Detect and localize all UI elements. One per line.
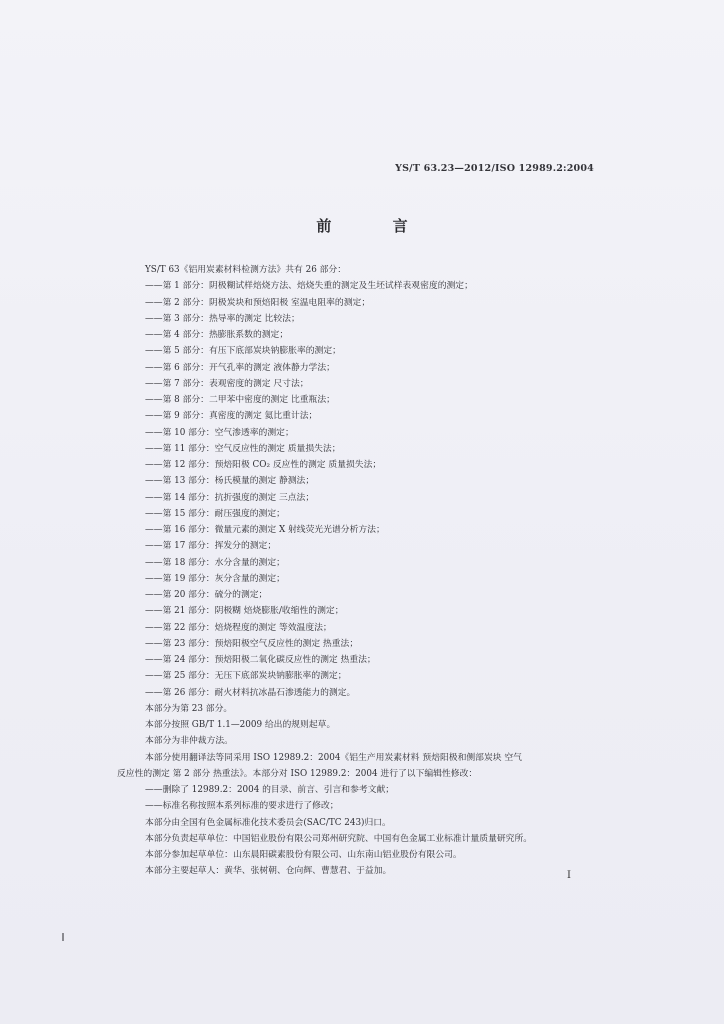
paragraph: 本部分参加起草单位：山东晨阳碳素股份有限公司、山东南山铝业股份有限公司。 xyxy=(145,850,462,860)
paragraph: 本部分使用翻译法等同采用 ISO 12989.2：2004《铝生产用炭素材料 预焙阳极和侧部炭块 空气 xyxy=(145,752,522,763)
list-item: —— 第 7 部分：表观密度的测定 尺寸法； xyxy=(117,376,607,392)
list-item: —— 第 3 部分：热导率的测定 比较法； xyxy=(117,311,607,327)
paragraph: 本部分负责起草单位：中国铝业股份有限公司郑州研究院、中国有色金属工业标准计量质量研究所。 xyxy=(145,833,533,844)
list-item: —— 第 25 部分：无压下底部炭块钠膨胀率的测定； xyxy=(117,668,607,684)
list-item: —— 第 1 部分：阴极糊试样焙烧方法、焙烧失重的测定及生坯试样表观密度的测定； xyxy=(117,278,607,294)
list-item: —— 第 9 部分：真密度的测定 氦比重计法； xyxy=(117,408,607,424)
paragraph: 本部分为第 23 部分。 xyxy=(145,703,233,714)
page-number: I xyxy=(567,870,571,881)
list-item: —— 第 14 部分：抗折强度的测定 三点法； xyxy=(117,490,607,506)
list-item: —— 第 4 部分：热膨胀系数的测定； xyxy=(117,327,607,343)
list-item: —— 第 24 部分：预焙阳极二氧化碳反应性的测定 热重法； xyxy=(117,652,607,668)
paragraph: 本部分由全国有色金属标准化技术委员会(SAC/TC 243)归口。 xyxy=(145,817,391,828)
list-item: —— 第 20 部分：硫分的测定； xyxy=(117,587,607,603)
list-item: —— 第 13 部分：杨氏模量的测定 静测法； xyxy=(117,473,607,489)
list-item: —— 第 15 部分：耐压强度的测定； xyxy=(117,506,607,522)
list-item: —— 第 22 部分：焙烧程度的测定 等效温度法； xyxy=(117,620,607,636)
intro-line: YS/T 63《铝用炭素材料检测方法》共有 26 部分： xyxy=(145,265,346,275)
list-item: —— 第 6 部分：开气孔率的测定 液体静力学法； xyxy=(117,360,607,376)
list-item: —— 第 23 部分：预焙阳极空气反应性的测定 热重法； xyxy=(117,636,607,652)
list-item: —— 第 17 部分：挥发分的测定； xyxy=(117,538,607,554)
foreword-body xyxy=(117,262,607,880)
scan-mark xyxy=(62,933,64,941)
standard-code: YS/T 63.23—2012/ISO 12989.2:2004 xyxy=(395,163,594,174)
paragraph: 本部分主要起草人：黄华、张树朝、仓向辉、曹慧君、于益加。 xyxy=(145,866,392,877)
list-item: —— 第 19 部分：灰分含量的测定； xyxy=(117,571,607,587)
paragraph-continuation: 反应性的测定 第 2 部分 热重法》。本部分对 ISO 12989.2：2004 进行了以下编辑性修改： xyxy=(117,768,478,779)
list-item: —— 第 11 部分：空气反应性的测定 质量损失法； xyxy=(117,441,607,457)
list-item: —— 删除了 12989.2：2004 的目录、前言、引言和参考文献； xyxy=(117,782,607,798)
list-item: —— 第 2 部分：阴极炭块和预焙阳极 室温电阻率的测定； xyxy=(117,295,607,311)
parts-list xyxy=(117,278,607,701)
list-item: —— 第 5 部分：有压下底部炭块钠膨胀率的测定； xyxy=(117,343,607,359)
paragraph: 本部分为非仲裁方法。 xyxy=(145,736,233,747)
page-title: 前 言 xyxy=(316,217,436,235)
list-item: —— 第 10 部分：空气渗透率的测定； xyxy=(117,425,607,441)
list-item: —— 第 21 部分：阴极糊 焙烧膨胀/收缩性的测定； xyxy=(117,603,607,619)
list-item: —— 第 18 部分：水分含量的测定； xyxy=(117,555,607,571)
list-item: —— 第 26 部分：耐火材料抗冰晶石渗透能力的测定。 xyxy=(117,685,607,701)
list-item: —— 标准名称按照本系列标准的要求进行了修改； xyxy=(117,798,607,814)
paragraph: 本部分按照 GB/T 1.1—2009 给出的规则起草。 xyxy=(145,720,336,730)
list-item: —— 第 8 部分：二甲苯中密度的测定 比重瓶法； xyxy=(117,392,607,408)
list-item: —— 第 16 部分：微量元素的测定 X 射线荧光光谱分析方法； xyxy=(117,522,607,538)
list-item: —— 第 12 部分：预焙阳极 CO₂ 反应性的测定 质量损失法； xyxy=(117,457,607,473)
